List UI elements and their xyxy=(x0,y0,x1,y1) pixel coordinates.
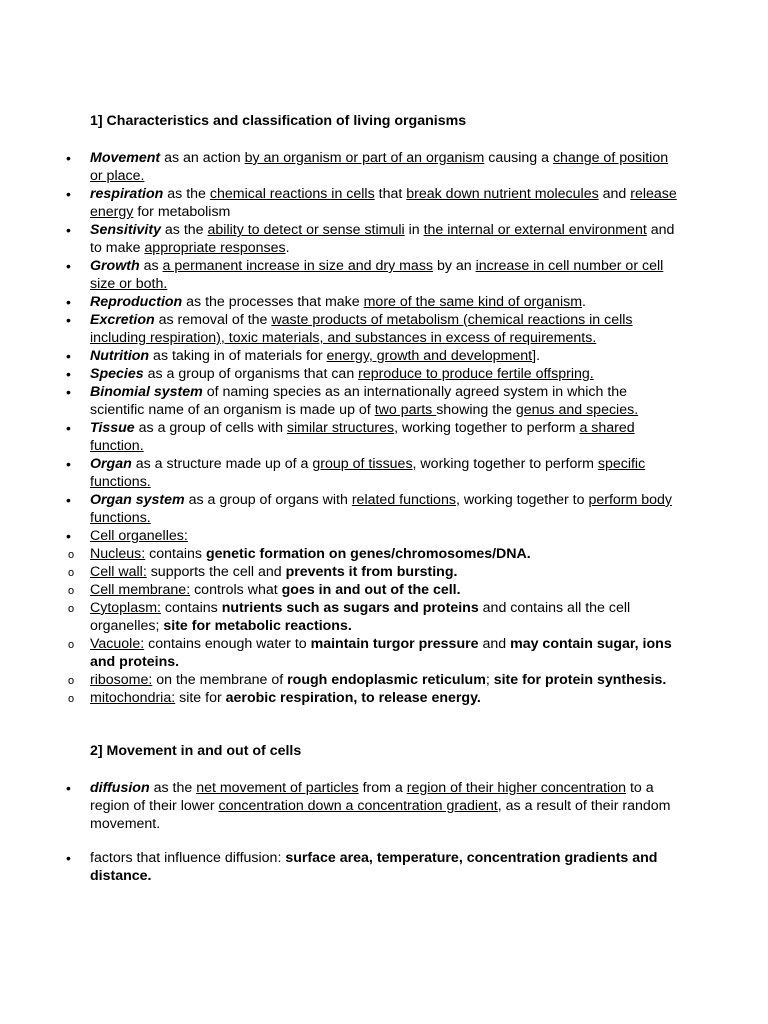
list-item-growth: • Growth as a permanent increase in size and dry mass by an increase in cell number or cell size or both. xyxy=(90,257,682,293)
organelle-cell-wall: o Cell wall: supports the cell and prevents it from bursting. xyxy=(90,563,682,581)
list-item-excretion: • Excretion as removal of the waste products of metabolism (chemical reactions in cells including respiration), toxic materials, and substances in excess of requirements. xyxy=(90,311,682,347)
list-item-diffusion: • diffusion as the net movement of particles from a region of their higher concentration to a region of their lower concentration down a concentration gradient, as a result of their random movement. xyxy=(90,779,682,833)
organelle-ribosome: o ribosome: on the membrane of rough endoplasmic reticulum; site for protein synthesis. xyxy=(90,671,682,689)
list-item-species: • Species as a group of organisms that can reproduce to produce fertile offspring. xyxy=(90,365,682,383)
list-item-binomial-system: • Binomial system of naming species as an internationally agreed system in which the scientific name of an organism is made up of two parts showing the genus and species. xyxy=(90,383,682,419)
list-item-movement: • Movement as an action by an organism or part of an organism causing a change of position or place. xyxy=(90,149,682,185)
list-item-diffusion-factors: • factors that influence diffusion: surface area, temperature, concentration gradients and distance. xyxy=(90,849,682,885)
organelle-cell-membrane: o Cell membrane: controls what goes in and out of the cell. xyxy=(90,581,682,599)
list-item-sensitivity: • Sensitivity as the ability to detect or sense stimuli in the internal or external environment and to make appropriate responses. xyxy=(90,221,682,257)
characteristics-list xyxy=(90,149,682,707)
organelle-cytoplasm: o Cytoplasm: contains nutrients such as sugars and proteins and contains all the cell organelles; site for metabolic reactions. xyxy=(90,599,682,635)
list-item-nutrition: • Nutrition as taking in of materials for energy, growth and development]. xyxy=(90,347,682,365)
list-spacer xyxy=(90,833,682,849)
list-item-reproduction: • Reproduction as the processes that make more of the same kind of organism. xyxy=(90,293,682,311)
list-item-organ-system: • Organ system as a group of organs with related functions, working together to perform body functions. xyxy=(90,491,682,527)
list-item-cell-organelles: • Cell organelles: xyxy=(90,527,682,545)
organelle-mitochondria: o mitochondria: site for aerobic respiration, to release energy. xyxy=(90,689,682,707)
list-item-tissue: • Tissue as a group of cells with similar structures, working together to perform a shared function. xyxy=(90,419,682,455)
organelle-nucleus: o Nucleus: contains genetic formation on genes/chromosomes/DNA. xyxy=(90,545,682,563)
section-1-heading: 1] Characteristics and classification of living organisms xyxy=(90,113,467,129)
list-item-organ: • Organ as a structure made up of a group of tissues, working together to perform specific functions. xyxy=(90,455,682,491)
movement-list xyxy=(90,779,682,885)
organelle-vacuole: o Vacuole: contains enough water to maintain turgor pressure and may contain sugar, ions and proteins. xyxy=(90,635,682,671)
list-item-respiration: • respiration as the chemical reactions in cells that break down nutrient molecules and release energy for metabolism xyxy=(90,185,682,221)
section-2-heading: 2] Movement in and out of cells xyxy=(90,743,302,759)
